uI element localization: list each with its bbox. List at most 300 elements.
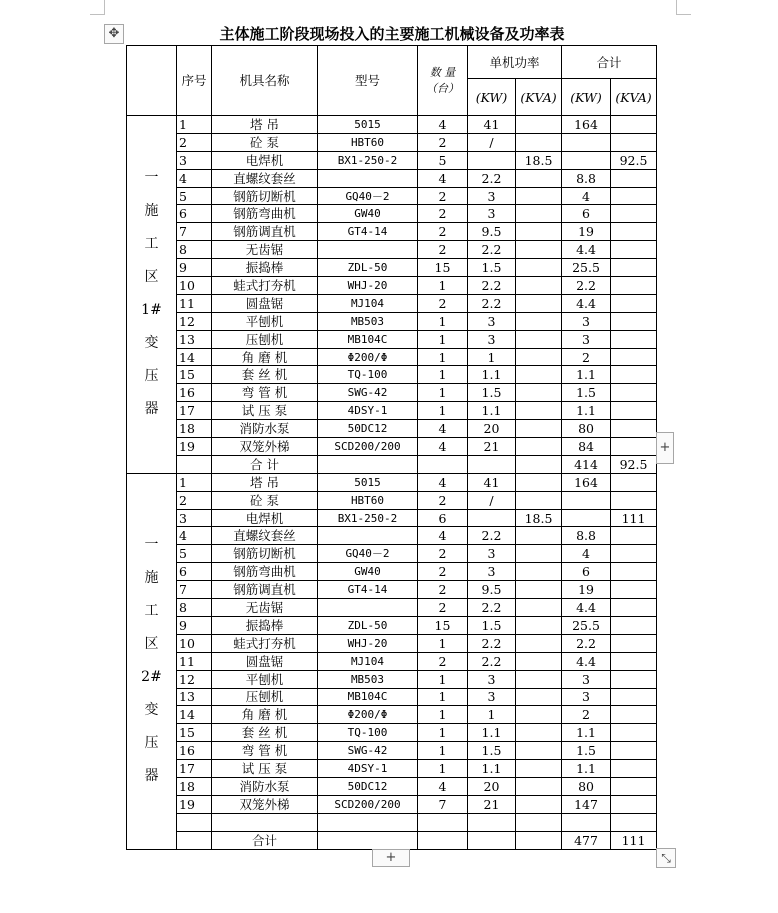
cell-name[interactable]: 振捣棒 (212, 616, 318, 634)
cell-total-kva[interactable] (611, 760, 657, 778)
empty-cell[interactable] (418, 813, 468, 831)
cell-unit-kva[interactable] (516, 581, 562, 599)
cell-qty[interactable]: 2 (418, 491, 468, 509)
cell-total-kva[interactable]: 111 (611, 509, 657, 527)
cell-model[interactable]: BX1-250-2 (318, 151, 418, 169)
cell-seq[interactable]: 6 (177, 563, 212, 581)
cell-name[interactable]: 无齿锯 (212, 599, 318, 617)
cell-unit-kw[interactable]: 21 (468, 438, 516, 456)
cell-seq[interactable]: 15 (177, 366, 212, 384)
cell-unit-kva[interactable] (516, 330, 562, 348)
cell-model[interactable] (318, 599, 418, 617)
cell-qty[interactable]: 2 (418, 563, 468, 581)
cell-qty[interactable]: 2 (418, 581, 468, 599)
cell-unit-kw[interactable]: 2.2 (468, 169, 516, 187)
header-total-kw[interactable]: (KW) (562, 79, 611, 116)
cell-seq[interactable]: 4 (177, 169, 212, 187)
cell-total-kva[interactable] (611, 116, 657, 134)
cell-model[interactable]: HBT60 (318, 133, 418, 151)
cell-qty[interactable]: 1 (418, 634, 468, 652)
cell-unit-kw[interactable]: / (468, 133, 516, 151)
cell-model[interactable]: 5015 (318, 473, 418, 491)
cell-unit-kw[interactable]: 3 (468, 688, 516, 706)
cell-model[interactable]: Φ200/Φ (318, 348, 418, 366)
cell-total-kva[interactable] (611, 777, 657, 795)
cell-name[interactable]: 弯 管 机 (212, 742, 318, 760)
cell-unit-kva[interactable] (516, 563, 562, 581)
header-qty[interactable]: 数 量（台） (418, 46, 468, 116)
cell-unit-kva[interactable] (516, 348, 562, 366)
cell-unit-kw[interactable]: / (468, 491, 516, 509)
cell-seq[interactable]: 2 (177, 491, 212, 509)
cell-total-kw[interactable]: 4.4 (562, 294, 611, 312)
cell-model[interactable] (318, 169, 418, 187)
cell-name[interactable]: 双笼外梯 (212, 795, 318, 813)
cell-unit-kw[interactable]: 2.2 (468, 294, 516, 312)
cell-qty[interactable]: 1 (418, 688, 468, 706)
cell-qty[interactable]: 2 (418, 223, 468, 241)
cell-total-kva[interactable] (611, 527, 657, 545)
cell-qty[interactable]: 1 (418, 742, 468, 760)
cell-total-kva[interactable] (611, 742, 657, 760)
header-unit-power[interactable]: 单机功率 (468, 46, 562, 79)
cell-unit-kva[interactable] (516, 795, 562, 813)
cell-total-kw[interactable]: 4.4 (562, 599, 611, 617)
cell-unit-kw[interactable]: 1.5 (468, 384, 516, 402)
cell-seq[interactable]: 5 (177, 545, 212, 563)
cell-total-kw[interactable]: 19 (562, 223, 611, 241)
cell-qty[interactable]: 7 (418, 795, 468, 813)
cell-model[interactable]: SWG-42 (318, 742, 418, 760)
cell-total-kva[interactable] (611, 366, 657, 384)
cell-seq[interactable]: 7 (177, 223, 212, 241)
cell-seq[interactable]: 3 (177, 151, 212, 169)
total-label[interactable]: 合 计 (212, 455, 318, 473)
empty-cell[interactable] (212, 813, 318, 831)
cell-seq[interactable]: 13 (177, 330, 212, 348)
cell-seq[interactable]: 11 (177, 294, 212, 312)
cell-seq[interactable]: 13 (177, 688, 212, 706)
cell-qty[interactable]: 4 (418, 473, 468, 491)
cell-qty[interactable]: 15 (418, 259, 468, 277)
cell-qty[interactable]: 6 (418, 509, 468, 527)
cell-unit-kva[interactable] (516, 223, 562, 241)
cell-unit-kva[interactable] (516, 241, 562, 259)
cell-unit-kw[interactable]: 3 (468, 312, 516, 330)
cell-seq[interactable]: 18 (177, 777, 212, 795)
cell-seq[interactable]: 11 (177, 652, 212, 670)
cell-total-kva[interactable] (611, 241, 657, 259)
cell-total-kw[interactable]: 25.5 (562, 616, 611, 634)
cell-total-kw[interactable]: 2 (562, 706, 611, 724)
cell-seq[interactable]: 19 (177, 438, 212, 456)
cell-total-kva[interactable] (611, 581, 657, 599)
cell-qty[interactable]: 4 (418, 169, 468, 187)
cell-model[interactable]: GQ40－2 (318, 545, 418, 563)
cell-qty[interactable]: 2 (418, 205, 468, 223)
cell-total-kw[interactable]: 1.5 (562, 742, 611, 760)
cell-name[interactable]: 直螺纹套丝 (212, 169, 318, 187)
cell-qty[interactable]: 1 (418, 330, 468, 348)
cell-model[interactable]: MB104C (318, 688, 418, 706)
cell-name[interactable]: 钢筋调直机 (212, 223, 318, 241)
cell-unit-kva[interactable] (516, 473, 562, 491)
cell-total-kw[interactable]: 1.5 (562, 384, 611, 402)
header-unit-kva[interactable]: (KVA) (516, 79, 562, 116)
cell-unit-kw[interactable] (468, 151, 516, 169)
cell-model[interactable]: BX1-250-2 (318, 509, 418, 527)
cell-model[interactable]: TQ-100 (318, 366, 418, 384)
cell-unit-kw[interactable]: 20 (468, 420, 516, 438)
cell-model[interactable]: 50DC12 (318, 777, 418, 795)
cell-name[interactable]: 蛙式打夯机 (212, 634, 318, 652)
cell-unit-kw[interactable]: 2.2 (468, 527, 516, 545)
cell-unit-kw[interactable]: 41 (468, 473, 516, 491)
empty-cell[interactable] (611, 813, 657, 831)
empty-cell[interactable] (177, 813, 212, 831)
cell-model[interactable]: MB503 (318, 670, 418, 688)
cell-qty[interactable]: 1 (418, 312, 468, 330)
cell-unit-kw[interactable]: 1 (468, 348, 516, 366)
cell-qty[interactable]: 2 (418, 652, 468, 670)
cell-unit-kva[interactable] (516, 259, 562, 277)
cell-unit-kva[interactable] (516, 670, 562, 688)
cell-unit-kw[interactable]: 1.1 (468, 724, 516, 742)
cell-seq[interactable]: 9 (177, 616, 212, 634)
cell-total-kw[interactable]: 2.2 (562, 277, 611, 295)
cell-model[interactable]: MB503 (318, 312, 418, 330)
cell-unit-kva[interactable] (516, 706, 562, 724)
cell-unit-kw[interactable]: 2.2 (468, 277, 516, 295)
cell-total-kw[interactable]: 84 (562, 438, 611, 456)
cell-model[interactable] (318, 527, 418, 545)
cell-unit-kw[interactable]: 21 (468, 795, 516, 813)
cell-total-kva[interactable] (611, 277, 657, 295)
cell-unit-kw[interactable]: 1.1 (468, 366, 516, 384)
cell-qty[interactable]: 2 (418, 294, 468, 312)
cell-unit-kva[interactable] (516, 205, 562, 223)
cell-model[interactable]: WHJ-20 (318, 634, 418, 652)
cell-total-kva[interactable] (611, 312, 657, 330)
cell-unit-kva[interactable] (516, 491, 562, 509)
cell-model[interactable]: MJ104 (318, 652, 418, 670)
cell-qty[interactable]: 1 (418, 384, 468, 402)
cell-unit-kva[interactable] (516, 187, 562, 205)
cell-unit-kva[interactable] (516, 169, 562, 187)
cell-unit-kw[interactable]: 9.5 (468, 581, 516, 599)
cell-model[interactable]: GW40 (318, 205, 418, 223)
cell-seq[interactable]: 12 (177, 312, 212, 330)
cell-total-kw[interactable]: 8.8 (562, 169, 611, 187)
cell-unit-kw[interactable]: 2.2 (468, 634, 516, 652)
empty-cell[interactable] (516, 813, 562, 831)
cell-model[interactable]: SCD200/200 (318, 795, 418, 813)
cell-model[interactable]: GT4-14 (318, 223, 418, 241)
header-model[interactable]: 型号 (318, 46, 418, 116)
cell-seq[interactable]: 18 (177, 420, 212, 438)
cell-total-kva[interactable] (611, 133, 657, 151)
cell-qty[interactable]: 2 (418, 599, 468, 617)
cell-qty[interactable]: 4 (418, 777, 468, 795)
cell-total-kw[interactable]: 1.1 (562, 760, 611, 778)
cell-unit-kw[interactable]: 1.1 (468, 760, 516, 778)
cell-total-kw[interactable]: 19 (562, 581, 611, 599)
cell-unit-kva[interactable] (516, 438, 562, 456)
cell-unit-kva[interactable] (516, 652, 562, 670)
cell-qty[interactable]: 1 (418, 277, 468, 295)
cell-model[interactable]: 5015 (318, 116, 418, 134)
cell-name[interactable]: 砼 泵 (212, 133, 318, 151)
empty-cell[interactable] (562, 813, 611, 831)
cell-unit-kw[interactable]: 1 (468, 706, 516, 724)
cell-model[interactable]: SWG-42 (318, 384, 418, 402)
cell-total-kw[interactable]: 1.1 (562, 366, 611, 384)
cell-model[interactable]: MJ104 (318, 294, 418, 312)
cell-model[interactable] (318, 831, 418, 849)
cell-model[interactable]: GT4-14 (318, 581, 418, 599)
cell-qty[interactable]: 1 (418, 348, 468, 366)
cell-name[interactable]: 电焊机 (212, 151, 318, 169)
cell-total-kva[interactable] (611, 384, 657, 402)
cell-unit-kw[interactable]: 1.5 (468, 742, 516, 760)
cell-name[interactable]: 圆盘锯 (212, 652, 318, 670)
cell-unit-kw[interactable]: 3 (468, 670, 516, 688)
cell-name[interactable]: 振捣棒 (212, 259, 318, 277)
cell-seq[interactable]: 19 (177, 795, 212, 813)
cell-total-kva[interactable] (611, 545, 657, 563)
cell-qty[interactable]: 2 (418, 187, 468, 205)
cell-seq[interactable]: 12 (177, 670, 212, 688)
cell-model[interactable]: WHJ-20 (318, 277, 418, 295)
cell-total-kw[interactable]: 3 (562, 688, 611, 706)
cell-unit-kw[interactable]: 1.5 (468, 259, 516, 277)
cell-qty[interactable]: 2 (418, 133, 468, 151)
cell-unit-kva[interactable] (516, 366, 562, 384)
cell-model[interactable]: TQ-100 (318, 724, 418, 742)
cell-total-kw[interactable]: 147 (562, 795, 611, 813)
cell-total-kw[interactable]: 2 (562, 348, 611, 366)
cell-total-kw[interactable]: 4 (562, 545, 611, 563)
cell-model[interactable] (318, 241, 418, 259)
cell-unit-kw[interactable]: 2.2 (468, 652, 516, 670)
cell-name[interactable]: 钢筋切断机 (212, 187, 318, 205)
cell-total-kw[interactable]: 164 (562, 116, 611, 134)
cell-qty[interactable] (418, 455, 468, 473)
cell-unit-kva[interactable] (516, 133, 562, 151)
cell-seq[interactable]: 8 (177, 241, 212, 259)
cell-qty[interactable]: 2 (418, 241, 468, 259)
cell-model[interactable] (318, 455, 418, 473)
cell-unit-kw[interactable]: 3 (468, 545, 516, 563)
cell-total-kva[interactable] (611, 563, 657, 581)
cell-unit-kw[interactable]: 3 (468, 330, 516, 348)
total-kva[interactable]: 111 (611, 831, 657, 849)
cell-model[interactable]: 4DSY-1 (318, 760, 418, 778)
cell-seq[interactable]: 5 (177, 187, 212, 205)
cell-unit-kva[interactable] (516, 831, 562, 849)
cell-total-kw[interactable] (562, 491, 611, 509)
cell-model[interactable]: HBT60 (318, 491, 418, 509)
cell-total-kw[interactable]: 25.5 (562, 259, 611, 277)
cell-name[interactable]: 消防水泵 (212, 420, 318, 438)
cell-unit-kw[interactable]: 41 (468, 116, 516, 134)
cell-model[interactable]: GW40 (318, 563, 418, 581)
cell-unit-kva[interactable] (516, 402, 562, 420)
cell-name[interactable]: 钢筋调直机 (212, 581, 318, 599)
cell-seq[interactable]: 8 (177, 599, 212, 617)
cell-unit-kva[interactable] (516, 724, 562, 742)
cell-qty[interactable]: 4 (418, 438, 468, 456)
cell-seq[interactable]: 10 (177, 277, 212, 295)
cell-total-kva[interactable] (611, 724, 657, 742)
cell-qty[interactable]: 1 (418, 724, 468, 742)
cell-unit-kw[interactable]: 3 (468, 563, 516, 581)
cell-total-kw[interactable] (562, 151, 611, 169)
cell-total-kva[interactable] (611, 616, 657, 634)
cell-total-kva[interactable] (611, 438, 657, 456)
cell-total-kva[interactable] (611, 205, 657, 223)
empty-cell[interactable] (468, 813, 516, 831)
cell-unit-kva[interactable] (516, 455, 562, 473)
cell-name[interactable]: 平刨机 (212, 670, 318, 688)
cell-unit-kva[interactable] (516, 277, 562, 295)
section-label-cell[interactable] (127, 473, 177, 849)
header-total-kva[interactable]: (KVA) (611, 79, 657, 116)
cell-name[interactable]: 双笼外梯 (212, 438, 318, 456)
cell-total-kva[interactable] (611, 420, 657, 438)
cell-unit-kw[interactable]: 9.5 (468, 223, 516, 241)
cell-total-kva[interactable] (611, 473, 657, 491)
cell-name[interactable]: 角 磨 机 (212, 706, 318, 724)
cell-name[interactable]: 圆盘锯 (212, 294, 318, 312)
cell-total-kva[interactable] (611, 223, 657, 241)
cell-total-kw[interactable]: 2.2 (562, 634, 611, 652)
cell-total-kva[interactable] (611, 348, 657, 366)
cell-qty[interactable] (418, 831, 468, 849)
cell-name[interactable]: 角 磨 机 (212, 348, 318, 366)
cell-unit-kva[interactable] (516, 116, 562, 134)
cell-qty[interactable]: 4 (418, 527, 468, 545)
cell-total-kva[interactable] (611, 169, 657, 187)
cell-total-kva[interactable] (611, 259, 657, 277)
cell-total-kva[interactable] (611, 795, 657, 813)
cell-total-kva[interactable] (611, 688, 657, 706)
cell-total-kva[interactable] (611, 294, 657, 312)
cell-total-kva[interactable] (611, 491, 657, 509)
cell-total-kw[interactable]: 8.8 (562, 527, 611, 545)
add-row-button[interactable]: + (372, 849, 410, 867)
cell-model[interactable]: GQ40－2 (318, 187, 418, 205)
cell-total-kva[interactable] (611, 634, 657, 652)
cell-name[interactable]: 平刨机 (212, 312, 318, 330)
cell-unit-kva[interactable] (516, 616, 562, 634)
cell-seq[interactable]: 16 (177, 742, 212, 760)
cell-qty[interactable]: 4 (418, 116, 468, 134)
cell-name[interactable]: 直螺纹套丝 (212, 527, 318, 545)
cell-name[interactable]: 消防水泵 (212, 777, 318, 795)
cell-total-kw[interactable]: 1.1 (562, 724, 611, 742)
total-kw[interactable]: 477 (562, 831, 611, 849)
cell-unit-kva[interactable] (516, 688, 562, 706)
cell-unit-kva[interactable] (516, 312, 562, 330)
cell-total-kw[interactable]: 80 (562, 420, 611, 438)
cell-total-kva[interactable] (611, 670, 657, 688)
cell-name[interactable]: 压刨机 (212, 330, 318, 348)
cell-name[interactable]: 弯 管 机 (212, 384, 318, 402)
cell-name[interactable]: 压刨机 (212, 688, 318, 706)
cell-unit-kw[interactable] (468, 455, 516, 473)
cell-unit-kva[interactable] (516, 760, 562, 778)
cell-seq[interactable]: 1 (177, 116, 212, 134)
cell-seq[interactable]: 6 (177, 205, 212, 223)
cell-name[interactable]: 电焊机 (212, 509, 318, 527)
total-kva[interactable]: 92.5 (611, 455, 657, 473)
cell-seq[interactable]: 3 (177, 509, 212, 527)
section-label-cell[interactable] (127, 116, 177, 474)
header-section-cell[interactable] (127, 46, 177, 116)
cell-unit-kw[interactable]: 1.5 (468, 616, 516, 634)
cell-total-kw[interactable]: 6 (562, 563, 611, 581)
cell-seq[interactable]: 9 (177, 259, 212, 277)
cell-qty[interactable]: 15 (418, 616, 468, 634)
cell-seq[interactable]: 14 (177, 348, 212, 366)
cell-unit-kw[interactable]: 20 (468, 777, 516, 795)
cell-unit-kw[interactable]: 1.1 (468, 402, 516, 420)
cell-total-kva[interactable] (611, 402, 657, 420)
cell-unit-kva[interactable] (516, 420, 562, 438)
cell-total-kw[interactable]: 4.4 (562, 241, 611, 259)
cell-total-kw[interactable]: 4 (562, 187, 611, 205)
cell-qty[interactable]: 2 (418, 545, 468, 563)
cell-unit-kw[interactable]: 2.2 (468, 241, 516, 259)
cell-unit-kva[interactable] (516, 599, 562, 617)
cell-name[interactable]: 套 丝 机 (212, 366, 318, 384)
cell-qty[interactable]: 4 (418, 420, 468, 438)
cell-name[interactable]: 塔 吊 (212, 473, 318, 491)
cell-total-kva[interactable] (611, 599, 657, 617)
cell-qty[interactable]: 1 (418, 366, 468, 384)
cell-total-kw[interactable]: 3 (562, 670, 611, 688)
cell-qty[interactable]: 5 (418, 151, 468, 169)
cell-seq[interactable]: 2 (177, 133, 212, 151)
cell-seq[interactable]: 15 (177, 724, 212, 742)
cell-seq[interactable]: 17 (177, 402, 212, 420)
cell-name[interactable]: 蛙式打夯机 (212, 277, 318, 295)
header-total[interactable]: 合计 (562, 46, 657, 79)
cell-qty[interactable]: 1 (418, 760, 468, 778)
cell-seq[interactable] (177, 455, 212, 473)
cell-total-kva[interactable]: 92.5 (611, 151, 657, 169)
add-column-button[interactable]: + (656, 432, 674, 464)
cell-seq[interactable]: 16 (177, 384, 212, 402)
cell-unit-kw[interactable]: 3 (468, 187, 516, 205)
cell-total-kw[interactable] (562, 509, 611, 527)
cell-name[interactable]: 试 压 泵 (212, 402, 318, 420)
cell-total-kw[interactable]: 4.4 (562, 652, 611, 670)
cell-total-kw[interactable]: 80 (562, 777, 611, 795)
cell-total-kva[interactable] (611, 187, 657, 205)
total-label[interactable]: 合计 (212, 831, 318, 849)
cell-unit-kva[interactable] (516, 634, 562, 652)
cell-total-kva[interactable] (611, 706, 657, 724)
cell-unit-kva[interactable] (516, 742, 562, 760)
cell-model[interactable]: 4DSY-1 (318, 402, 418, 420)
cell-total-kw[interactable]: 164 (562, 473, 611, 491)
header-name[interactable]: 机具名称 (212, 46, 318, 116)
cell-name[interactable]: 钢筋弯曲机 (212, 205, 318, 223)
cell-model[interactable]: ZDL-50 (318, 259, 418, 277)
cell-unit-kva[interactable] (516, 384, 562, 402)
